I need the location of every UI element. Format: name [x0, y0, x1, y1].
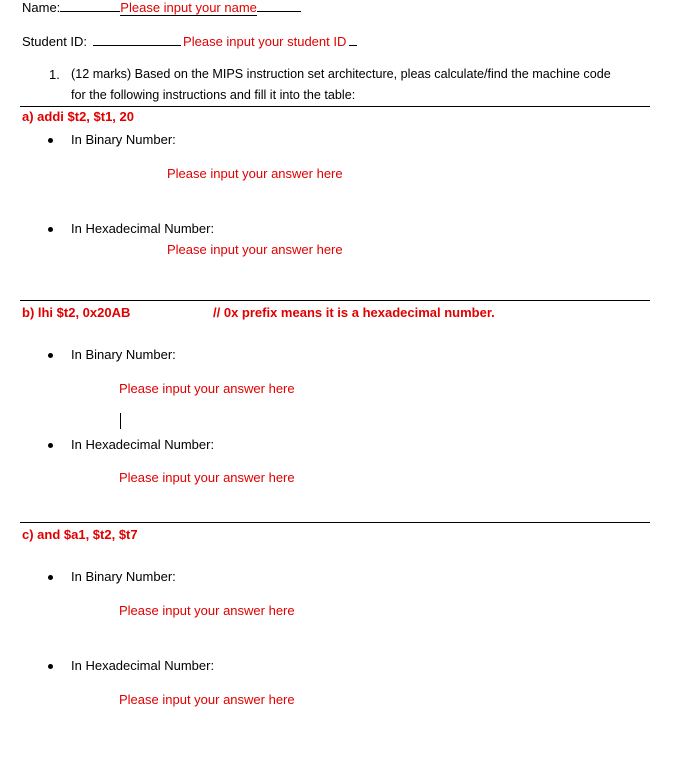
name-blank-line: [60, 0, 120, 12]
student-id-row: [22, 33, 357, 49]
divider: [20, 300, 650, 301]
part-c-hex-answer[interactable]: Please input your answer here: [119, 692, 295, 707]
divider: [20, 106, 650, 107]
bullet-icon: [48, 575, 53, 580]
part-b-hex-answer[interactable]: Please input your answer here: [119, 470, 295, 485]
part-b-heading: b) lhi $t2, 0x20AB: [22, 305, 131, 320]
part-a-hex-answer[interactable]: Please input your answer here: [167, 242, 343, 257]
part-a-binary-answer[interactable]: Please input your answer here: [167, 166, 343, 181]
bullet-icon: [48, 227, 53, 232]
bullet-icon: [48, 664, 53, 669]
text-cursor: [120, 413, 121, 429]
divider: [20, 522, 650, 523]
part-a-heading: a) addi $t2, $t1, 20: [22, 109, 134, 124]
name-blank-line-end: [257, 0, 301, 12]
part-a-binary-label: In Binary Number:: [71, 132, 176, 147]
question-number: 1.: [49, 67, 60, 82]
part-b-hex-label: In Hexadecimal Number:: [71, 437, 215, 452]
bullet-icon: [48, 443, 53, 448]
part-b-binary-answer[interactable]: Please input your answer here: [119, 381, 295, 396]
name-row: [22, 0, 301, 15]
part-c-binary-answer[interactable]: Please input your answer here: [119, 603, 295, 618]
name-input[interactable]: Please input your name: [120, 0, 257, 15]
part-b-binary-label: In Binary Number:: [71, 347, 176, 362]
student-id-label: Student ID:: [22, 34, 88, 49]
part-c-hex-label: In Hexadecimal Number:: [71, 658, 215, 673]
part-a-hex-label: In Hexadecimal Number:: [71, 221, 215, 236]
question-text-line1: (12 marks) Based on the MIPS instruction set architecture, pleas calculate/find the machine code: [71, 67, 611, 81]
part-c-heading: c) and $a1, $t2, $t7: [22, 527, 138, 542]
bullet-icon: [48, 138, 53, 143]
student-id-blank-line: [93, 33, 181, 46]
student-id-input[interactable]: Please input your student ID: [183, 34, 347, 49]
question-text-line2: for the following instructions and fill it into the table:: [71, 88, 356, 102]
name-label: Name:: [22, 0, 61, 15]
bullet-icon: [48, 353, 53, 358]
student-id-blank-line-end: [349, 33, 357, 46]
part-c-binary-label: In Binary Number:: [71, 569, 176, 584]
part-b-note: // 0x prefix means it is a hexadecimal number.: [213, 305, 495, 320]
